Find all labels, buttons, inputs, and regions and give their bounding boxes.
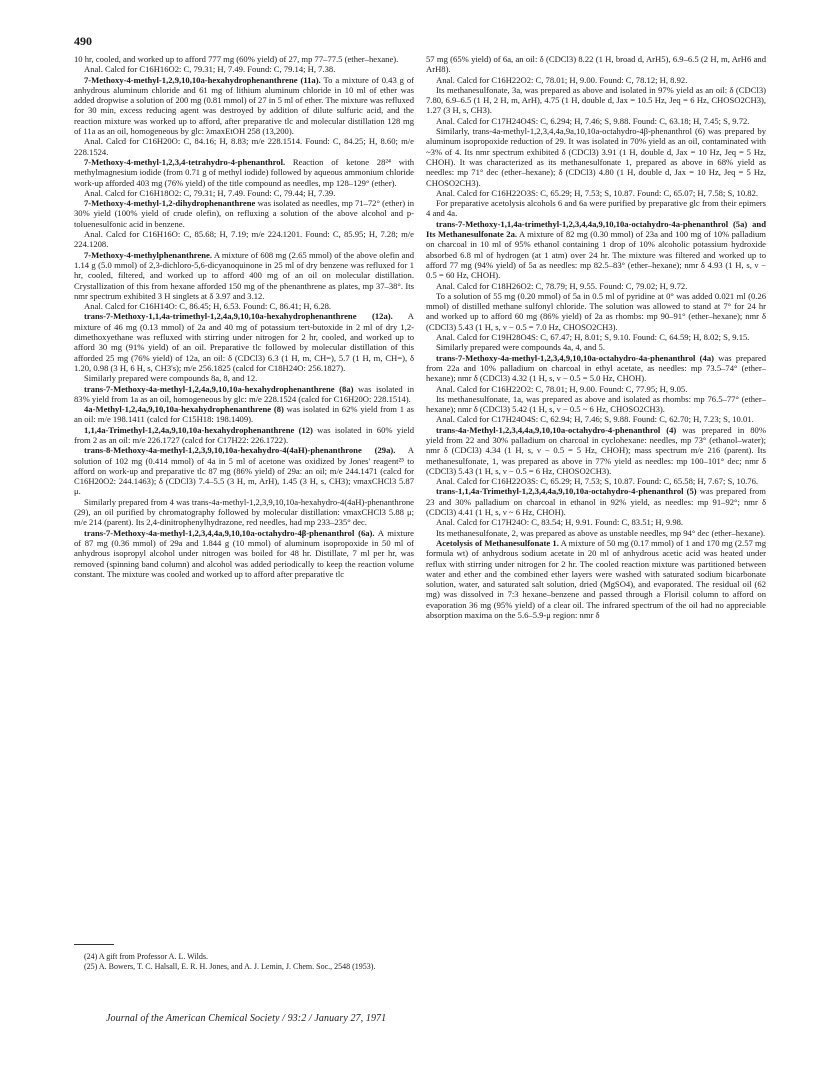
paragraph-text: A mixture of 87 mg (0.36 mmol) of 29a and 1.844 g (10 mmol) of aluminum isopropoxide in 50 ml of anhydrous isopropyl alcohol under nitrogen was boiled for 48 hr. Distillate, 7 ml per hr, was removed (spinning band column) and alcohol was added periodically to keep the reaction volume constant. The mixture was cooled and worked up to afford after preparative tlc [74, 527, 414, 579]
paragraph [74, 301, 414, 311]
compound-heading: trans-4a-Methyl-1,2,3,4,4a,9,10,10a-octahydro-4-phenanthrol (4) [436, 424, 677, 435]
paragraph [74, 136, 414, 157]
paragraph-text: Anal. Calcd for C18H26O2: C, 78.79; H, 9.55. Found: C, 79.02; H, 9.72. [436, 280, 688, 291]
paragraph-text: was isolated as needles, mp 71–72° (ether) in 30% yield (100% yield of crude olefin), on refluxing a solution of the above alcohol and p-toluenesulfonic acid in benzene. [74, 198, 414, 229]
paragraph [74, 75, 414, 137]
paragraph-text: A solution of 102 mg (0.414 mmol) of 4a in 5 ml of acetone was oxidized by Jones' reagent²⁵ to afford on work-up and preparative tlc 87 mg (86% yield) of 29a: an oil; m/e 244.1471 (calcd for C16H20O2: 244.1463); δ (CDCl3) 7.4–5.5 (3 H, m, ArH), 1.45 (3 H, s, CH3); νmaxCHCl3 5.87 μ. [74, 445, 414, 497]
compound-heading: trans-7-Methoxy-4a-methyl-1,2,3,4,4a,9,10,10a-octahydro-4β-phenanthrol (6a). [84, 527, 375, 538]
paragraph-text: 10 hr, cooled, and worked up to afford 777 mg (60% yield) of 27, mp 77–77.5 (ether–hexane). [74, 54, 399, 64]
paragraph [426, 75, 766, 85]
paragraph-text: Anal. Calcd for C16H22O3S: C, 65.29; H, 7.53; S, 10.87. Found: C, 65.07; H, 7.58; S, 10.82. [436, 187, 759, 198]
paragraph-text: was isolated in 83% yield from 1a as an oil, homogeneous by glc: m/e 228.1524 (calcd for C16H20O: 228.1514). [74, 383, 414, 404]
paragraph [426, 188, 766, 198]
paragraph-text: A mixture of 50 mg (0.17 mmol) of 1 and 170 mg (2.57 mg formula wt) of anhydrous sodium acetate in 20 ml of anhydrous acetic acid was heated under reflux with stirring under nitrogen for 2 hr. The cooled reaction mixture was partitioned between water and ether and the combined ether layers were washed with saturated sodium bicarbonate solution, water, and saturated salt solution, dried (MgSO4), and evaporated. The residual oil (62 mg) was dissolved in 7:3 hexane–benzene and passed through a Florisil column to afford on evaporation 36 mg (95% yield) of a clear oil. The infrared spectrum of the oil had no appreciable absorption maxima on the 5.6–5.9-μ region: nmr δ [426, 537, 766, 621]
paragraph [74, 229, 414, 250]
paragraph-text: Its methanesulfonate, 3a, was prepared as above and isolated in 97% yield as an oil: δ (CDCl3) 7.80, 6.9–6.5 (1 H, 2 H, m, ArH), 4.75 (1 H, double d, Jax = 10.5 Hz, Jeq = 6 Hz, CHOSO2CH3), 1.27 (3 H, s, CH3). [426, 84, 766, 116]
paragraph-text: Anal. Calcd for C16H22O2: C, 78.01; H, 9.00. Found: C, 78.12; H, 8.92. [436, 74, 688, 85]
paragraph [74, 497, 414, 528]
compound-heading: trans-1,1,4a-Trimethyl-1,2,3,4,4a,9,10,10a-octahydro-4-phenanthrol (5) [436, 486, 697, 497]
paragraph-text: was prepared from 23 and 30% palladium on charcoal in ethanol in 92% yield, as needles: mp 91–92°; nmr δ (CDCl3) 4.41 (1 H, s, ν ~ 6 Hz, CHOH). [426, 486, 766, 518]
paragraph [426, 414, 766, 424]
footnote-24: (24) A gift from Professor A. L. Wilds. [84, 952, 208, 961]
paragraph-text: Similarly prepared from 4 was trans-4a-methyl-1,2,3,9,10,10a-hexahydro-4(4aH)-phenanthrone (29), an oil purified by chromatography followed by molecular distillation: νmaxCHCl3 5.88 μ; m/e 214 (parent). Its 2,4-dinitrophenylhydrazone, red needles, had mp 233–235° dec. [74, 496, 414, 528]
paragraph [426, 85, 766, 116]
paragraph-text: Anal. Calcd for C16H18O2: C, 79.31; H, 7.49. Found: C, 79.44; H, 7.39. [84, 187, 336, 198]
paragraph-text: Its methanesulfonate, 1a, was prepared as above and isolated as rhombs: mp 76.5–77° (ether–hexane); nmr δ (CDCl3) 5.42 (1 H, s, ν − 0.5 ~ 6 Hz, CHOSO2CH3). [426, 393, 766, 415]
page-number: 490 [74, 34, 92, 48]
paragraph [74, 54, 414, 64]
paragraph-text: A mixture of 608 mg (2.65 mmol) of the above olefin and 1.14 g (5.0 mmol) of 2,3-dichloro-5,6-dicyanoquinone in 25 ml of dry benzene was refluxed for 1 hr, cooled, filtered, and worked up to afford 400 mg of an oil on molecular distillation. Crystallization of this from hexane afforded 150 mg of the phenanthrene as plates, mp 37–38°. Its nmr spectrum exhibited 3 H singlets at δ 3.97 and 3.12. [74, 249, 414, 301]
paragraph-text: Anal. Calcd for C16H16O: C, 85.68; H, 7.19; m/e 224.1201. Found: C, 85.95; H, 7.28; m/e 224.1208. [74, 229, 414, 250]
paragraph-text: Anal. Calcd for C16H14O: C, 86.45; H, 6.53. Found: C, 86.41; H, 6.28. [84, 301, 332, 312]
paragraph [426, 384, 766, 394]
paragraph [426, 486, 766, 517]
paragraph [426, 198, 766, 219]
right-column [426, 54, 766, 620]
paragraph [426, 425, 766, 476]
paragraph [426, 219, 766, 281]
paragraph-text: Anal. Calcd for C16H20O: C, 84.16; H, 8.83; m/e 228.1514. Found: C, 84.25; H, 8.60; m/e 228.1524. [74, 136, 414, 157]
paragraph [74, 404, 414, 425]
paragraph [426, 476, 766, 486]
paragraph-text: Its methanesulfonate, 2, was prepared as above as unstable needles, mp 94° dec (ether–hexane). [436, 527, 766, 538]
paragraph [74, 311, 414, 373]
paragraph-text: Similarly, trans-4a-methyl-1,2,3,4,4a,9a,10,10a-octahydro-4β-phenanthrol (6) was prepared by aluminum isopropoxide reduction of 29. It was isolated in 70% yield as an oil, contaminated with ~3% of 4. Its nmr spectrum exhibited δ (CDCl3) 3.91 (1 H, double d, Jax = 10 Hz, Jeq = 5 Hz, CHOH). It was characterized as its methanesulfonate 1, prepared as above in 68% yield as needles: mp 71° dec (ether–hexane); δ (CDCl3) 4.80 (1 H, double d, Jax = 10 Hz, Jeq = 5 Hz, CHOSO2CH3). [426, 126, 766, 188]
journal-footer: Journal of the American Chemical Society / 93:2 / January 27, 1971 [106, 1013, 387, 1024]
paragraph-text: A mixture of 82 mg (0.30 mmol) of 23a and 100 mg of 10% palladium on charcoal in 10 ml of 95% ethanol containing 1 drop of 10% alcoholic potassium hydroxide absorbed 6.8 ml of hydrogen (at 1 atm) over 24 hr. The mixture was filtered and worked up to afford 77 mg (94% yield) of 5a as needles: mp 82.5–83° (ether–hexane); nmr δ 4.93 (1 H, s, ν − 0.5 = 60 Hz, CHOH). [426, 229, 766, 281]
paragraph-text: Anal. Calcd for C17H24O4S: C, 6.294; H, 7.46; S, 9.88. Found: C, 63.18; H, 7.45; S, 9.72. [436, 115, 750, 126]
paragraph-text: Anal. Calcd for C19H28O4S: C, 67.47; H, 8.01; S, 9.10. Found: C, 64.59; H, 8.02; S, 9.15. [436, 332, 750, 343]
paragraph [426, 528, 766, 538]
paragraph-text: Reaction of ketone 28²⁴ with methylmagnesium iodide (from 0.71 g of methyl iodide) followed by aqueous ammonium chloride work-up afforded 403 mg (76% yield) of the title compound as needles, mp 128–129° (ether). [74, 156, 414, 188]
paragraph [426, 281, 766, 291]
paragraph-text: Anal. Calcd for C16H16O2: C, 79.31; H, 7.49. Found: C, 79.14; H, 7.38. [84, 64, 336, 75]
paragraph [426, 291, 766, 332]
paragraph [74, 373, 414, 383]
footnote-divider [74, 944, 114, 945]
paragraph [74, 188, 414, 198]
paragraph [74, 528, 414, 579]
paragraph [74, 157, 414, 188]
paragraph-text: was isolated in 60% yield from 2 as an oil: m/e 226.1727 (calcd for C17H22: 226.1722). [74, 424, 414, 445]
compound-heading: 7-Methoxy-4-methyl-1,2-dihydrophenanthrene [84, 198, 256, 209]
paragraph [74, 384, 414, 405]
compound-heading: trans-7-Methoxy-4a-methyl-1,2,4a,9,10,10a-hexahydrophenanthrene (8a) [84, 383, 354, 394]
paragraph-text: Anal. Calcd for C16H22O3S: C, 65.29; H, 7.53; S, 10.87. Found: C, 65.58; H, 7.67; S, 10.76. [436, 476, 759, 487]
compound-heading: 7-Methoxy-4-methyl-1,2,9,10,10a-hexahydrophenanthrene (11a). [84, 74, 321, 85]
paragraph [426, 332, 766, 342]
compound-heading: 4a-Methyl-1,2,4a,9,10,10a-hexahydrophenanthrene (8) [84, 404, 284, 415]
paragraph [74, 425, 414, 446]
paragraph [426, 538, 766, 620]
paragraph-text: Anal. Calcd for C17H24O: C, 83.54; H, 9.91. Found: C, 83.51; H, 9.98. [436, 517, 684, 528]
paragraph-text: was isolated in 62% yield from 1 as an oil: m/e 198.1411 (calcd for C15H18: 198.1409). [74, 404, 414, 425]
paragraph-text: For preparative acetolysis alcohols 6 and 6a were purified by preparative glc from their epimers 4 and 4a. [426, 198, 766, 219]
paragraph-text: 57 mg (65% yield) of 6a, an oil: δ (CDCl3) 8.22 (1 H, broad d, ArH5), 6.9–6.5 (2 H, m, ArH6 and ArH8). [426, 54, 766, 75]
footnotes [74, 952, 414, 971]
compound-heading: trans-7-Methoxy-1,1,4a-trimethyl-1,2,4a,9,10,10a-hexahydrophenanthrene (12a). [84, 311, 393, 322]
paragraph-text: Anal. Calcd for C16H22O2: C, 78.01; H, 9.00. Found: C, 77.95; H, 9.05. [436, 383, 688, 394]
compound-heading: 1,1,4a-Trimethyl-1,2,4a,9,10,10a-hexahydrophenanthrene (12) [84, 424, 313, 435]
compound-heading: 7-Methoxy-4-methyl-1,2,3,4-tetrahydro-4-phenanthrol. [84, 156, 286, 167]
compound-heading: Acetolysis of Methanesulfonate 1. [436, 537, 559, 548]
paragraph-text: was prepared in 80% yield from 22 and 30% palladium on charcoal in cyclohexane: needles, mp 73° (ethanol–water); nmr δ (CDCl3) 4.34 (1 H, s, ν − 0.5 = 5 Hz, CHOH); mass spectrum m/e 216 (parent). Its methanesulfonate, 1, was prepared as above in 77% yield as needles: mp 100–101° dec; nmr δ (CDCl3) 5.43 (1 H, s, ν − 0.5 = 6 Hz, CHOSO2CH3). [426, 424, 766, 476]
paragraph [74, 445, 414, 496]
paragraph [426, 54, 766, 75]
paragraph-text: Similarly prepared were compounds 8a, 8, and 12. [84, 373, 258, 384]
compound-heading: trans-8-Methoxy-4a-methyl-1,2,3,9,10,10a-hexahydro-4(4aH)-phenanthrone (29a). [84, 445, 396, 456]
compound-heading: trans-7-Methoxy-1,1,4a-trimethyl-1,2,3,4,4a,9,10,10a-octahydro-4a-phenanthrol (5a) and Its Methanesulfonate 2a. [426, 218, 766, 240]
paragraph-text: To a mixture of 0.43 g of anhydrous aluminum chloride and 61 mg of lithium aluminum chloride in 10 ml of ether was added dropwise a solution of 200 mg (0.81 mmol) of 27 in 5 ml of ether. The mixture was refluxed for 30 min, excess reducing agent was destroyed by addition of dilute sulfuric acid, and the reaction mixture was worked up to afford, after preparative tlc and molecular distillation 128 mg of 11a as an oil, homogeneous by glc: λmaxEtOH 258 (13,200). [74, 74, 414, 137]
paragraph-text: was prepared from 22a and 10% palladium on charcoal in ethyl acetate, as needles: mp 73.5–74° (ether–hexane); nmr δ (CDCl3) 4.32 (1 H, s, ν − 0.5 = 5.0 Hz, CHOH). [426, 352, 766, 384]
compound-heading: trans-7-Methoxy-4a-methyl-1,2,3,4,9,10,10a-octahydro-4a-phenanthrol (4a) [436, 352, 714, 363]
compound-heading: 7-Methoxy-4-methylphenanthrene. [84, 249, 213, 260]
paragraph [426, 126, 766, 188]
paragraph [426, 394, 766, 415]
paragraph [426, 517, 766, 527]
paragraph [426, 353, 766, 384]
left-column [74, 54, 414, 579]
paragraph [426, 116, 766, 126]
paragraph-text: Anal. Calcd for C17H24O4S: C, 62.94; H, 7.46; S, 9.88. Found: C, 62.70; H, 7.23; S, 10.01. [436, 414, 754, 425]
paragraph [74, 250, 414, 301]
paragraph [426, 342, 766, 352]
footnote-25: (25) A. Bowers, T. C. Halsall, E. R. H. Jones, and A. J. Lemin, J. Chem. Soc., 2548 (1953). [84, 961, 376, 971]
paragraph [74, 64, 414, 74]
paragraph [74, 198, 414, 229]
paragraph-text: Similarly prepared were compounds 4a, 4, and 5. [436, 342, 605, 353]
paragraph-text: A mixture of 46 mg (0.13 mmol) of 2a and 40 mg of potassium tert-butoxide in 2 ml of dry 1,2-dimethoxyethane was refluxed with stirring under nitrogen for 2 hr, cooled, and worked up to afford 30 mg (91% yield) of an oil. Preparative tlc followed by molecular distillation of this afforded 25 mg (76% yield) of 12a, an oil: δ (CDCl3) 6.3 (1 H, m, CH=), 5.7 (1 H, m, CH=), δ 1.20, 0.98 (3 H, 6 H, s, CH3's); m/e 256.1825 (calcd for C18H24O: 256.1827). [74, 311, 414, 373]
paragraph-text: To a solution of 55 mg (0.20 mmol) of 5a in 0.5 ml of pyridine at 0° was added 0.021 ml (0.26 mmol) of distilled methane sulfonyl chloride. The solution was allowed to stand at 7° for 24 hr and worked up to afford 60 mg (86% yield) of 2a as rhombs: mp 90–91° (ether–hexane); nmr δ (CDCl3) 5.43 (1 H, s, ν − 0.5 = 7.0 Hz, CHOSO2CH3). [426, 290, 766, 332]
